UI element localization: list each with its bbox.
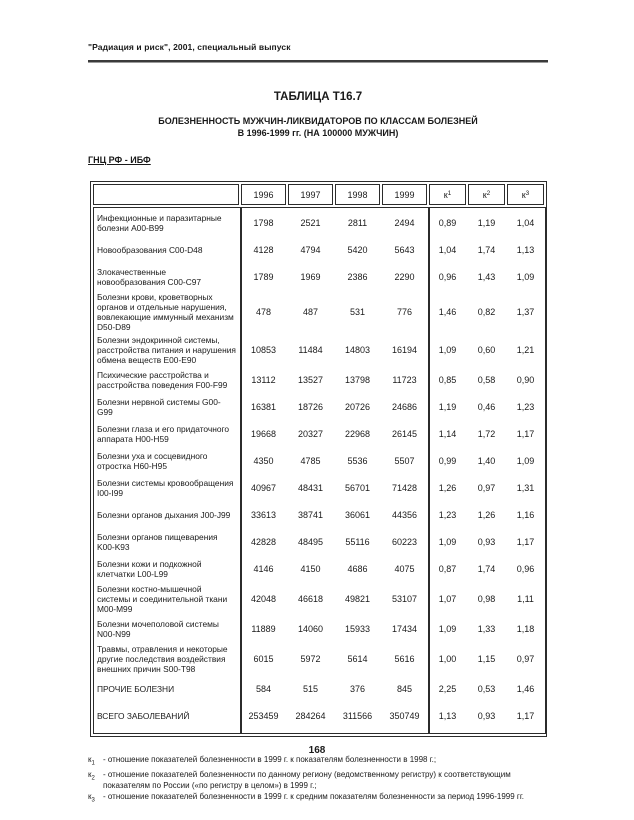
value-1997: 46618 [297,594,324,604]
value-k2: 0,53 [477,684,496,694]
value-k1: 1,07 [438,594,457,604]
value-1997: 48431 [297,483,324,493]
value-1998: 22968 [344,429,371,439]
value-1999: 24686 [391,402,418,412]
header-k1: к 1 [429,184,466,205]
disease-class-label: Болезни нервной системы G00-G99 [97,397,221,417]
value-1997: 13527 [297,375,324,385]
table-row [93,502,544,529]
value-k3: 1,18 [516,624,535,634]
value-1998: 5420 [347,245,368,255]
footnote-k1-text: - отношение показателей болезненности в 1999 г. к показателям болезненности в 1998 г.; [103,755,437,764]
table-row [93,529,544,556]
value-k1: 1,46 [438,307,457,317]
value-1997: 5972 [300,654,321,664]
value-1997: 20327 [297,429,324,439]
disease-class-label: Новообразования C00-D48 [97,245,203,255]
table-row [93,676,544,703]
value-1997: 2521 [300,218,321,228]
value-1999: 2494 [394,218,415,228]
value-1996: 4146 [253,564,274,574]
value-1998: 36061 [344,510,371,520]
value-1997: 48495 [297,537,324,547]
value-k3: 1,23 [516,402,535,412]
value-k2: 1,33 [477,624,496,634]
value-k3: 1,17 [516,537,535,547]
value-1998: 55116 [345,537,370,547]
value-k2: 1,74 [477,245,496,255]
value-1998: 15933 [344,624,371,634]
value-1997: 4150 [300,564,321,574]
value-k1: 0,99 [438,456,457,466]
value-k1: 0,87 [438,564,457,574]
value-1999: 71428 [391,483,418,493]
value-1999: 2290 [394,272,415,282]
table-row [93,237,544,264]
value-1998: 5614 [347,654,368,664]
header-year-1999: 1999 [382,184,427,205]
value-k3: 0,97 [516,654,535,664]
content-area [88,0,548,807]
header-empty-cell [93,184,239,205]
value-1996: 6015 [253,654,274,664]
value-1997: 11484 [298,345,323,355]
value-k2: 0,93 [477,537,496,547]
table-row [93,643,544,676]
value-1999: 5643 [394,245,415,255]
value-1997: 38741 [297,510,324,520]
header-rule [88,60,548,63]
value-1999: 776 [396,307,413,317]
value-k1: 0,89 [438,218,457,228]
value-1999: 16194 [391,345,418,355]
value-k3: 1,31 [516,483,535,493]
value-1996: 10853 [250,345,277,355]
header-year-1998: 1998 [335,184,380,205]
table-rows [93,210,544,730]
value-k2: 0,46 [477,402,496,412]
table-row [93,703,544,730]
table-row [93,264,544,291]
value-1996: 1798 [253,218,274,228]
value-k3: 1,21 [516,345,535,355]
value-k3: 1,17 [516,429,535,439]
value-1996: 42828 [250,537,277,547]
table-subtitle-line2: В 1996-1999 гг. (НА 100000 МУЖЧИН) [237,128,399,138]
disease-class-label: Болезни костно-мышечной системы и соединительной ткани M00-M99 [97,584,228,614]
value-1999: 5507 [394,456,415,466]
value-k1: 0,85 [438,375,457,385]
value-k3: 1,09 [516,456,535,466]
table-row [93,394,544,421]
table-row [93,583,544,616]
value-1996: 584 [255,684,272,694]
table-row [93,291,544,334]
value-k3: 1,46 [516,684,535,694]
disease-class-label: Болезни глаза и его придаточного аппарата H00-H59 [97,424,230,444]
value-1996: 40967 [250,483,277,493]
value-k3: 1,17 [516,711,535,721]
footnote-k1-label: $к_1$ [88,755,95,767]
value-1996: 13112 [251,375,276,385]
value-1997: 515 [302,684,319,694]
table-row [93,475,544,502]
footnote-k2 [88,770,548,791]
value-k1: 2,25 [438,684,457,694]
disease-class-label: ВСЕГО ЗАБОЛЕВАНИЙ [97,711,190,721]
value-k3: 0,90 [516,375,535,385]
value-k1: 1,23 [438,510,457,520]
value-k1: 1,09 [438,624,457,634]
disease-class-label: Болезни эндокринной системы, расстройства питания и нарушения обмена веществ E00-E90 [97,335,236,365]
value-k3: 1,37 [516,307,535,317]
value-1997: 284264 [295,711,326,721]
value-1996: 478 [255,307,272,317]
header-year-1997: 1997 [288,184,333,205]
value-1999: 53107 [391,594,418,604]
disease-class-label: Болезни крови, кроветворных органов и отдельные нарушения, вовлекающие иммунный механизм D50-D89 [97,292,234,332]
table-subtitle-line1: БОЛЕЗНЕННОСТЬ МУЖЧИН-ЛИКВИДАТОРОВ ПО КЛАССАМ БОЛЕЗНЕЙ [158,116,478,126]
value-k1: 1,14 [438,429,457,439]
value-1997: 4794 [300,245,321,255]
table-row [93,421,544,448]
value-1999: 26145 [391,429,418,439]
disease-class-label: Болезни кожи и подкожной клетчатки L00-L99 [97,559,202,579]
table-title: ТАБЛИЦА Т16.7 [273,91,363,103]
disease-class-label: Болезни органов дыхания J00-J99 [97,510,231,520]
value-1996: 253459 [248,711,279,721]
disease-class-label: ПРОЧИЕ БОЛЕЗНИ [97,684,175,694]
value-1996: 33613 [250,510,277,520]
value-1998: 5536 [347,456,368,466]
value-k3: 1,13 [516,245,535,255]
value-k1: 1,09 [438,537,457,547]
table-header-row [93,184,544,205]
value-1997: 18726 [297,402,324,412]
value-1998: 4686 [347,564,368,574]
table-row [93,448,544,475]
value-1998: 2386 [347,272,368,282]
value-1999: 4075 [394,564,415,574]
table-body [93,207,544,734]
value-1999: 17434 [391,624,418,634]
value-1999: 60223 [391,537,418,547]
value-k1: 1,04 [438,245,457,255]
value-k2: 0,58 [477,375,496,385]
header-year-1996: 1996 [241,184,286,205]
disease-class-label: Болезни системы кровообращения I00-I99 [97,478,234,498]
value-k3: 1,16 [516,510,535,520]
value-k2: 1,26 [477,510,496,520]
value-k2: 0,82 [477,307,496,317]
value-k2: 0,60 [477,345,496,355]
value-k1: 1,13 [438,711,457,721]
value-k3: 0,96 [516,564,535,574]
table-row [93,556,544,583]
morbidity-table [90,181,547,737]
value-k2: 1,72 [477,429,496,439]
value-1997: 1969 [300,272,321,282]
footnotes [88,755,548,806]
value-k2: 0,93 [477,711,496,721]
value-k2: 1,19 [477,218,496,228]
disease-class-label: Инфекционные и паразитарные болезни A00-B99 [97,213,222,233]
value-1998: 531 [349,307,366,317]
value-k2: 0,98 [477,594,496,604]
value-k2: 1,40 [477,456,496,466]
footnote-k3-label: $к_3$ [88,792,95,804]
value-1998: 2811 [347,218,368,228]
value-1999: 845 [396,684,413,694]
table-row [93,616,544,643]
disease-class-label: Болезни мочеполовой системы N00-N99 [97,619,219,639]
value-1996: 4128 [253,245,274,255]
value-k3: 1,11 [517,594,534,604]
value-1997: 14060 [297,624,324,634]
value-k2: 1,15 [477,654,496,664]
value-1996: 19668 [250,429,277,439]
footnote-k1 [88,755,548,769]
footnote-k2-text: - отношение показателей болезненности по данному региону (ведомственному регистру) к соответствующим показателям по России («по регистру в целом») в 1999 г.; [103,770,511,790]
page-number: 168 [308,745,326,756]
value-1999: 11723 [392,375,417,385]
value-k2: 0,97 [477,483,496,493]
value-k1: 0,96 [438,272,457,282]
value-k3: 1,09 [516,272,535,282]
table-row [93,334,544,367]
value-1996: 1789 [253,272,274,282]
value-k1: 1,09 [438,345,457,355]
value-1996: 4350 [253,456,274,466]
disease-class-label: Психические расстройства и расстройства поведения F00-F99 [97,370,228,390]
value-1999: 350749 [389,711,420,721]
table-row [93,367,544,394]
value-1998: 49821 [344,594,371,604]
disease-class-label: Болезни органов пищеварения K00-K93 [97,532,218,552]
value-1996: 42048 [250,594,277,604]
value-k2: 1,74 [477,564,496,574]
value-k1: 1,26 [438,483,457,493]
value-1996: 16381 [250,402,277,412]
footnote-k3-text: - отношение показателей болезненности в 1999 г. к средним показателям болезненности за период 1996-1999 гг. [103,792,524,802]
disease-class-label: Болезни уха и сосцевидного отростка H60-H95 [97,451,208,471]
value-k3: 1,04 [516,218,535,228]
disease-class-label: Злокачественные новообразования C00-C97 [97,267,202,287]
value-1999: 44356 [391,510,418,520]
value-k1: 1,19 [438,402,457,412]
journal-running-header: "Радиация и риск", 2001, специальный выпуск [88,42,291,52]
value-k2: 1,43 [477,272,496,282]
value-1998: 311566 [342,711,373,721]
value-1997: 487 [302,307,319,317]
footnote-k3 [88,792,548,806]
value-1998: 20726 [344,402,371,412]
value-1998: 56701 [344,483,371,493]
source-organization-label: ГНЦ РФ - ИБФ [88,155,151,165]
value-1998: 376 [349,684,366,694]
value-1998: 14803 [344,345,371,355]
footnote-k2-label: $к_2$ [88,770,95,782]
header-k2: к 2 [468,184,505,205]
header-k3: к 3 [507,184,544,205]
value-1998: 13798 [344,375,371,385]
table-row [93,210,544,237]
value-k1: 1,00 [438,654,457,664]
value-1997: 4785 [300,456,321,466]
value-1996: 11889 [251,624,276,634]
disease-class-label: Травмы, отравления и некоторые другие последствия воздействия внешних причин S00-T98 [97,644,228,674]
value-1999: 5616 [394,654,415,664]
